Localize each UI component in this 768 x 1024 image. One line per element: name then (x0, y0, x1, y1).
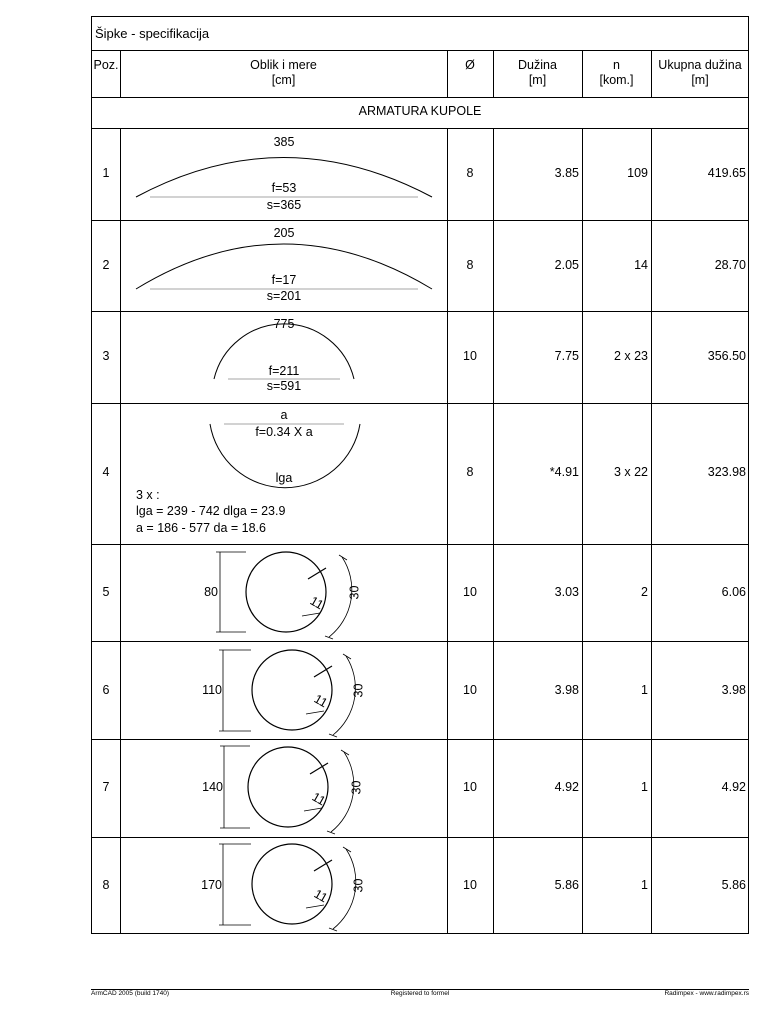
header-diameter: Ø (465, 58, 475, 72)
shape-length-label: 205 (273, 226, 295, 240)
row-count: 1 (641, 878, 648, 892)
shape-chord-label: s=591 (266, 379, 302, 393)
header-length: Dužina (518, 58, 557, 72)
row-count: 1 (641, 780, 648, 794)
row-length: 3.85 (554, 166, 579, 180)
footer-software: ArmCAD 2005 (build 1740) (91, 990, 170, 997)
row-count: 109 (627, 166, 648, 180)
shape-note: a = 186 - 577 da = 18.6 (136, 521, 266, 535)
row-pos: 4 (102, 465, 110, 479)
row-length: 5.86 (554, 878, 579, 892)
ring-hook-label: 11 (311, 691, 330, 711)
row-pos: 5 (102, 585, 110, 599)
ring-overlap-label: 30 (351, 878, 366, 893)
bar-shape-ring (120, 738, 447, 836)
row-pos: 3 (102, 349, 110, 363)
row-total: 323.98 (707, 465, 746, 479)
table-title: Šipke - specifikacija (95, 26, 210, 41)
table-rule (92, 97, 748, 98)
row-diameter: 8 (466, 166, 474, 180)
section-title: ARMATURA KUPOLE (358, 104, 482, 118)
row-length: *4.91 (549, 465, 579, 479)
table-rule (651, 128, 652, 933)
row-count: 2 (641, 585, 648, 599)
shape-length-label: lga (275, 471, 293, 485)
row-pos: 1 (102, 166, 110, 180)
table-rule (582, 128, 583, 933)
bar-shape-ring (120, 836, 447, 932)
row-diameter: 10 (463, 585, 477, 599)
shape-rise-label: f=211 (268, 364, 300, 378)
bar-shape-ring (120, 543, 447, 640)
shape-length-label: 385 (273, 135, 295, 149)
shape-note: 3 x : (136, 488, 160, 502)
row-length: 7.75 (554, 349, 579, 363)
header-count-unit: [kom.] (599, 73, 634, 87)
shape-length-label: 775 (273, 317, 295, 331)
header-shape: Oblik i mere (250, 58, 317, 72)
row-pos: 6 (102, 683, 110, 697)
shape-note: lga = 239 - 742 dlga = 23.9 (136, 504, 286, 518)
ring-hook-label: 11 (307, 593, 326, 613)
shape-chord-label: s=365 (266, 198, 302, 212)
shape-chord-label: s=201 (266, 289, 302, 303)
row-total: 5.86 (721, 878, 746, 892)
row-count: 2 x 23 (613, 349, 648, 363)
header-shape-unit: [cm] (271, 73, 296, 87)
footer-registration: Registered to formel (390, 990, 450, 997)
footer-vendor: Radimpex - www.radimpex.rs (664, 990, 749, 997)
row-total: 6.06 (721, 585, 746, 599)
header-pos: Poz. (93, 58, 119, 72)
table-rule (493, 128, 494, 933)
header-total-unit: [m] (691, 73, 709, 87)
shape-rise-label: f=17 (271, 273, 297, 287)
header-count: n (613, 58, 620, 72)
ring-overlap-label: 30 (351, 683, 366, 698)
row-pos: 8 (102, 878, 110, 892)
row-total: 3.98 (721, 683, 746, 697)
ring-overlap-label: 30 (347, 585, 362, 600)
row-length: 3.98 (554, 683, 579, 697)
ring-diameter-label: 140 (202, 780, 223, 794)
table-rule (92, 50, 748, 51)
row-pos: 2 (102, 258, 110, 272)
row-pos: 7 (102, 780, 110, 794)
ring-diameter-label: 110 (202, 683, 222, 697)
row-diameter: 10 (463, 349, 477, 363)
row-diameter: 8 (466, 258, 474, 272)
row-total: 4.92 (721, 780, 746, 794)
table-rule (447, 128, 448, 933)
row-diameter: 8 (466, 465, 474, 479)
row-count: 3 x 22 (613, 465, 648, 479)
shape-chord-label: a (280, 408, 288, 422)
ring-overlap-label: 30 (349, 780, 364, 795)
header-total: Ukupna dužina (658, 58, 742, 72)
shape-rise-label: f=53 (271, 181, 297, 195)
row-total: 356.50 (707, 349, 746, 363)
row-length: 2.05 (554, 258, 579, 272)
row-length: 4.92 (554, 780, 579, 794)
ring-diameter-label: 80 (204, 585, 218, 599)
ring-diameter-label: 170 (201, 878, 222, 892)
row-diameter: 10 (463, 780, 477, 794)
row-length: 3.03 (554, 585, 579, 599)
header-length-unit: [m] (528, 73, 547, 87)
ring-hook-label: 11 (311, 886, 330, 906)
row-count: 1 (641, 683, 648, 697)
bar-shape-ring (120, 640, 447, 738)
row-total: 28.70 (714, 258, 746, 272)
row-total: 419.65 (707, 166, 746, 180)
row-diameter: 10 (463, 683, 477, 697)
ring-hook-label: 11 (309, 789, 328, 809)
row-count: 14 (634, 258, 648, 272)
row-diameter: 10 (463, 878, 477, 892)
shape-rise-label: f=0.34 X a (255, 425, 313, 439)
